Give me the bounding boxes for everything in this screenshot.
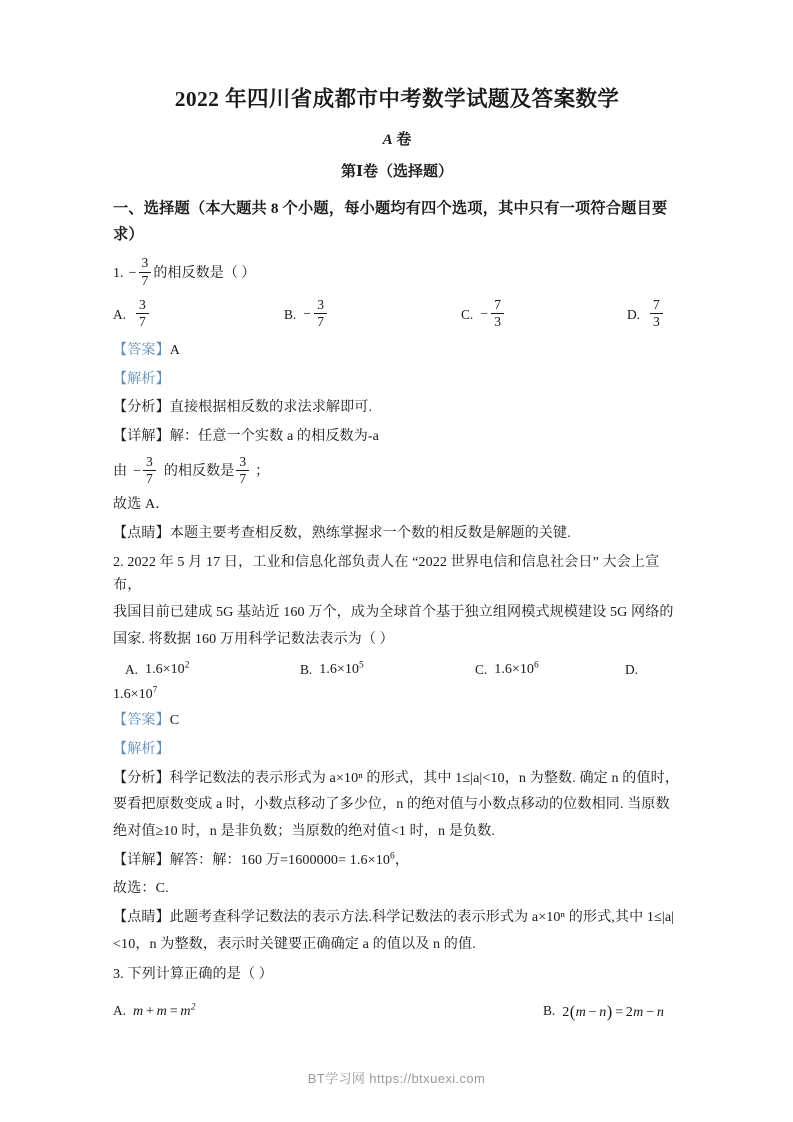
paper-label-letter: A bbox=[382, 131, 393, 148]
fraction-numerator: 3 bbox=[139, 297, 146, 313]
question-1-stem-suffix: 的相反数是（ ） bbox=[153, 264, 256, 281]
option-b-fraction bbox=[314, 298, 327, 330]
option-b-expression: 2(m − n) = 2m − n bbox=[562, 1002, 665, 1022]
question-2-xiangjie bbox=[113, 849, 681, 873]
section-heading: 一、选择题（本大题共 8 个小题，每小题均有四个选项，其中只有一项符合题目要求） bbox=[113, 199, 668, 244]
xiangjie-sci-value bbox=[350, 852, 395, 868]
paper-label-suffix: 卷 bbox=[392, 131, 412, 148]
footer-watermark: BT学习网 https://btxuexi.com bbox=[307, 1071, 486, 1086]
fraction-numerator: 7 bbox=[494, 297, 502, 313]
fraction-denominator: 7 bbox=[139, 272, 152, 288]
question-1-stem-fraction bbox=[139, 256, 152, 288]
fraction-numerator: 3 bbox=[141, 255, 149, 271]
option-c-fraction bbox=[491, 298, 504, 330]
question-2-answer-line bbox=[113, 709, 681, 733]
answer-marker: 【答案】 bbox=[113, 341, 170, 358]
question-2-option-d-value-wrap[interactable] bbox=[113, 686, 681, 703]
option-b[interactable] bbox=[284, 299, 461, 331]
option-c[interactable] bbox=[461, 299, 627, 331]
derivation-middle: 的相反数是 bbox=[163, 463, 235, 480]
fraction-numerator: 3 bbox=[317, 297, 325, 313]
option-a[interactable] bbox=[113, 299, 284, 331]
answer-value: C bbox=[169, 712, 180, 729]
exponent: 5 bbox=[358, 660, 364, 671]
option-c[interactable] bbox=[475, 661, 625, 678]
question-2-conclusion: 故选：C. bbox=[113, 880, 169, 897]
option-d[interactable] bbox=[625, 662, 645, 678]
fraction-denominator: 7 bbox=[143, 470, 156, 486]
question-2-fenxi-line-1: 【分析】科学记数法的表示形式为 a×10ⁿ 的形式，其中 1≤|a|<10，n 为整数. 确定 n 的值时， bbox=[113, 769, 680, 786]
question-1-options bbox=[113, 299, 681, 331]
question-1-derivation bbox=[113, 453, 681, 488]
question-1-stem-sign: − bbox=[128, 264, 137, 281]
option-c-label: C. bbox=[475, 661, 488, 677]
exponent: 2 bbox=[184, 660, 190, 671]
question-1-conclusion: 故选 A． bbox=[113, 496, 170, 513]
question-3-stem: 3. 下列计算正确的是（ ） bbox=[113, 966, 273, 983]
question-1-fenxi: 【分析】直接根据相反数的求法求解即可. bbox=[113, 399, 373, 416]
question-1-number: 1. bbox=[113, 264, 124, 281]
option-a-value bbox=[145, 661, 189, 678]
option-d[interactable] bbox=[627, 299, 665, 331]
document-content bbox=[113, 86, 681, 1029]
option-b-label: B. bbox=[300, 661, 313, 677]
option-b[interactable] bbox=[543, 1001, 664, 1021]
answer-value: A bbox=[169, 341, 181, 358]
exponent: 6 bbox=[533, 660, 539, 671]
fraction-denominator: 7 bbox=[314, 313, 327, 329]
option-d-label: D. bbox=[625, 661, 639, 677]
section-label: 第Ⅰ卷（选择题） bbox=[340, 164, 454, 181]
option-a[interactable] bbox=[125, 661, 300, 678]
question-2-stem-line-3: 国家. 将数据 160 万用科学记数法表示为（ ） bbox=[113, 630, 394, 647]
fraction-denominator: 3 bbox=[650, 313, 663, 329]
option-a-label: A. bbox=[113, 306, 127, 322]
option-a-label: A. bbox=[113, 1003, 127, 1019]
exponent: 6 bbox=[390, 851, 395, 862]
question-2-stem-line-2: 我国目前已建成 5G 基站近 160 万个，成为全球首个基于独立组网模式规模建设 5G 网络的 bbox=[113, 604, 674, 621]
question-1-stem bbox=[113, 257, 681, 289]
option-d-fraction bbox=[650, 298, 663, 330]
derivation-sign-1: − bbox=[133, 463, 142, 480]
option-a-label: A. bbox=[125, 661, 139, 677]
mantissa: 1.6×10 bbox=[494, 661, 534, 678]
fraction-numerator: 7 bbox=[653, 297, 660, 313]
question-2-fenxi-line-2: 要看把原数变成 a 时，小数点移动了多少位，n 的绝对值与小数点移动的位数相同. 当原数 bbox=[113, 796, 670, 813]
exponent: 7 bbox=[152, 685, 158, 696]
analysis-marker: 【解析】 bbox=[113, 741, 170, 758]
question-2-fenxi-line-3: 绝对值≥10 时，n 是非负数；当原数的绝对值<1 时，n 是负数. bbox=[113, 823, 495, 840]
question-2-options bbox=[125, 661, 681, 678]
page-title: 2022 年四川省成都市中考数学试题及答案数学 bbox=[174, 87, 620, 111]
option-c-label: C. bbox=[461, 306, 474, 322]
option-b-label: B. bbox=[284, 306, 297, 322]
question-2-dianjing-line-2: <10，n 为整数，表示时关键要正确确定 a 的值以及 n 的值. bbox=[113, 935, 476, 952]
fraction-denominator: 7 bbox=[136, 313, 149, 329]
question-1-dianjing: 【点睛】本题主要考查相反数，熟练掌握求一个数的相反数是解题的关键. bbox=[113, 525, 571, 542]
mantissa: 1.6×10 bbox=[145, 661, 185, 678]
derivation-suffix: ； bbox=[255, 463, 270, 480]
question-2-stem-line-1: 2. 2022 年 5 月 17 日，工业和信息化部负责人在 “2022 世界电信和信息社会日” 大会上宣布， bbox=[113, 553, 660, 594]
option-d-label: D. bbox=[627, 306, 641, 322]
fraction-numerator: 3 bbox=[239, 453, 247, 469]
fraction-denominator: 3 bbox=[491, 313, 504, 329]
option-d-value bbox=[113, 686, 157, 702]
question-2-analysis-marker-line bbox=[113, 738, 681, 762]
mantissa: 1.6×10 bbox=[349, 851, 391, 868]
option-b[interactable] bbox=[300, 661, 475, 678]
option-b-value bbox=[319, 661, 363, 678]
paper-label bbox=[113, 131, 681, 151]
derivation-fraction-1 bbox=[143, 455, 156, 487]
option-b-sign: − bbox=[303, 306, 312, 323]
option-a-fraction bbox=[136, 298, 149, 330]
fraction-denominator: 7 bbox=[236, 470, 249, 486]
question-1-xiangjie: 【详解】解：任意一个实数 a 的相反数为-a bbox=[113, 427, 380, 444]
question-2-dianjing-line-1: 【点睛】此题考查科学记数法的表示方法.科学记数法的表示形式为 a×10ⁿ 的形式,其中 1≤|a| bbox=[113, 909, 675, 926]
option-b-label: B. bbox=[543, 1003, 556, 1019]
option-c-sign: − bbox=[480, 306, 489, 323]
xiangjie-prefix: 【详解】解答：解：160 万=1600000= bbox=[113, 851, 347, 868]
xiangjie-suffix: ， bbox=[394, 851, 410, 868]
question-1-analysis-marker-line bbox=[113, 368, 681, 392]
question-1-answer-line bbox=[113, 339, 681, 363]
mantissa: 1.6×10 bbox=[113, 686, 153, 703]
analysis-marker: 【解析】 bbox=[113, 370, 170, 387]
mantissa: 1.6×10 bbox=[319, 661, 359, 678]
option-a-expression: m + m = $m^2$ bbox=[133, 1001, 196, 1019]
answer-marker: 【答案】 bbox=[113, 712, 170, 729]
fraction-numerator: 3 bbox=[146, 453, 153, 469]
derivation-fraction-2 bbox=[236, 455, 249, 487]
question-3-options bbox=[113, 1001, 681, 1021]
option-c-value bbox=[494, 661, 538, 678]
derivation-prefix: 由 bbox=[113, 463, 128, 480]
option-a[interactable] bbox=[113, 1003, 543, 1020]
